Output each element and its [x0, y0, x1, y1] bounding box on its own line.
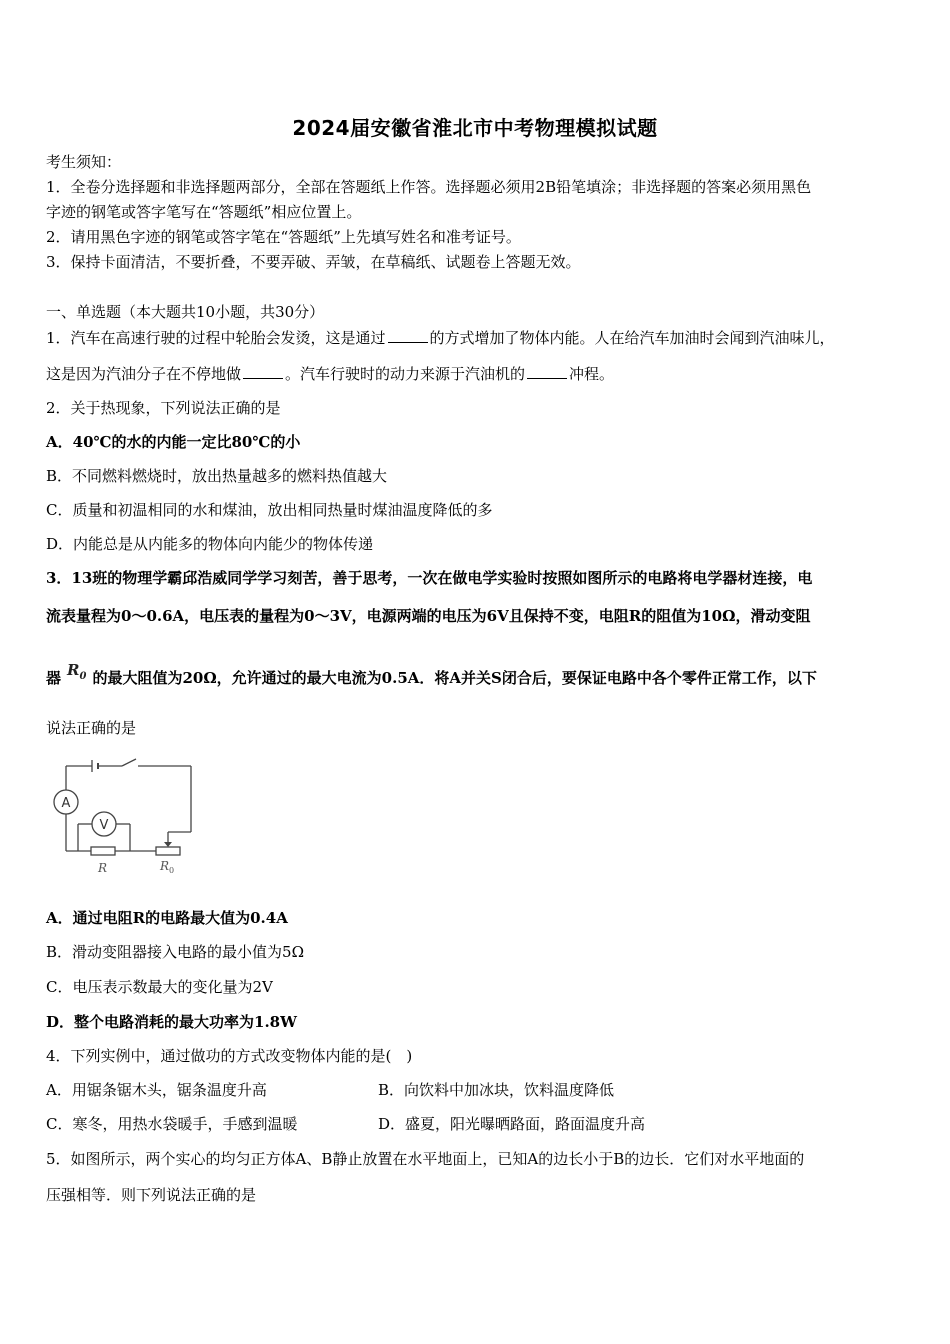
- circuit-diagram: [46, 752, 196, 880]
- question-2-option-b: B．不同燃料燃烧时，放出热量越多的燃料热值越大: [46, 467, 388, 485]
- question-2-option-c: C．质量和初温相同的水和煤油，放出相同热量时煤油温度降低的多: [46, 501, 493, 519]
- q1-text-a1: 1．汽车在高速行驶的过程中轮胎会发烫，这是通过: [46, 329, 386, 347]
- question-3-option-b: B．滑动变阻器接入电路的最小值为5Ω: [46, 943, 305, 961]
- question-1-line-1: [46, 328, 835, 348]
- notice-item-1b: 字迹的钢笔或答字笔写在“答题纸”相应位置上。: [46, 203, 362, 221]
- resistor-label: R: [98, 861, 108, 875]
- notice-item-3: 3．保持卡面清洁，不要折叠，不要弄破、弄皱，在草稿纸、试题卷上答题无效。: [46, 253, 581, 271]
- q1-blank-2: [243, 364, 283, 379]
- question-3-option-c: C．电压表示数最大的变化量为2V: [46, 978, 273, 996]
- wiper-arrow: [164, 842, 172, 847]
- question-3-line-1: 3．13班的物理学霸邱浩威同学学习刻苦，善于思考，一次在做电学实验时按照如图所示的电路将电学器材连接，电: [46, 569, 813, 587]
- voltmeter-label: V: [99, 818, 109, 833]
- rheostat-label-sub: 0: [169, 866, 175, 875]
- question-5-line-2: 压强相等．则下列说法正确的是: [46, 1186, 257, 1204]
- question-4-option-d: D．盛夏，阳光曝晒路面，路面温度升高: [378, 1115, 646, 1133]
- question-2-option-a: A．40℃的水的内能一定比80℃的小: [46, 433, 301, 451]
- question-3-option-d: D．整个电路消耗的最大功率为1.8W: [46, 1013, 297, 1031]
- ammeter-label: A: [61, 796, 71, 811]
- notice-heading: 考生须知：: [46, 153, 122, 171]
- rheostat-symbol: $R_0$: [67, 661, 87, 682]
- q3-text-l3b: 的最大阻值为20Ω，允许通过的最大电流为0.5A．将A并关S闭合后，要保证电路中各个零件正常工作，以下: [92, 669, 817, 687]
- question-3-line-2: 流表量程为0～0.6A，电压表的量程为0～3V，电源两端的电压为6V且保持不变，电阻R的阻值为10Ω，滑动变阻: [46, 607, 811, 625]
- resistor-r: [91, 847, 115, 855]
- notice-item-2: 2．请用黑色字迹的钢笔或答字笔在“答题纸”上先填写姓名和准考证号。: [46, 228, 521, 246]
- question-4-option-c: C．寒冬，用热水袋暖手，手感到温暖: [46, 1115, 298, 1133]
- exam-title: 2024届安徽省淮北市中考物理模拟试题: [292, 116, 658, 140]
- question-2-option-d: D．内能总是从内能多的物体向内能少的物体传递: [46, 535, 374, 553]
- q1-blank-1: [388, 328, 428, 343]
- q1-text-b3: 冲程。: [569, 365, 615, 383]
- question-1-line-2: [46, 364, 614, 384]
- question-3-line-3: [46, 661, 817, 695]
- question-3-line-4: 说法正确的是: [46, 719, 137, 737]
- q1-blank-3: [527, 364, 567, 379]
- q1-text-a2: 的方式增加了物体内能。人在给汽车加油时会闻到汽油味儿，: [429, 329, 835, 347]
- switch-blade: [122, 759, 136, 766]
- question-5-line-1: 5．如图所示，两个实心的均匀正方体A、B静止放置在水平地面上，已知A的边长小于B的边长．它们对水平地面的: [46, 1150, 805, 1168]
- question-2-stem: 2．关于热现象，下列说法正确的是: [46, 399, 281, 417]
- q1-text-b1: 这是因为汽油分子在不停地做: [46, 365, 242, 383]
- rheostat-label: R: [160, 859, 170, 873]
- section-heading: 一、单选题（本大题共10小题，共30分）: [46, 303, 325, 321]
- question-4-option-a: A．用锯条锯木头，锯条温度升高: [46, 1081, 267, 1099]
- rheostat-r0: [156, 847, 180, 855]
- question-4-option-b: B．向饮料中加冰块，饮料温度降低: [378, 1081, 615, 1099]
- question-3-option-a: A．通过电阻R的电路最大值为0.4A: [46, 909, 288, 927]
- q3-text-l3a: 器: [46, 669, 62, 687]
- question-4-stem: 4．下列实例中，通过做功的方式改变物体内能的是( ): [46, 1047, 413, 1065]
- notice-item-1a: 1．全卷分选择题和非选择题两部分，全部在答题纸上作答。选择题必须用2B铅笔填涂；非选择题的答案必须用黑色: [46, 178, 812, 196]
- q1-text-b2: 。汽车行驶时的动力来源于汽油机的: [285, 365, 526, 383]
